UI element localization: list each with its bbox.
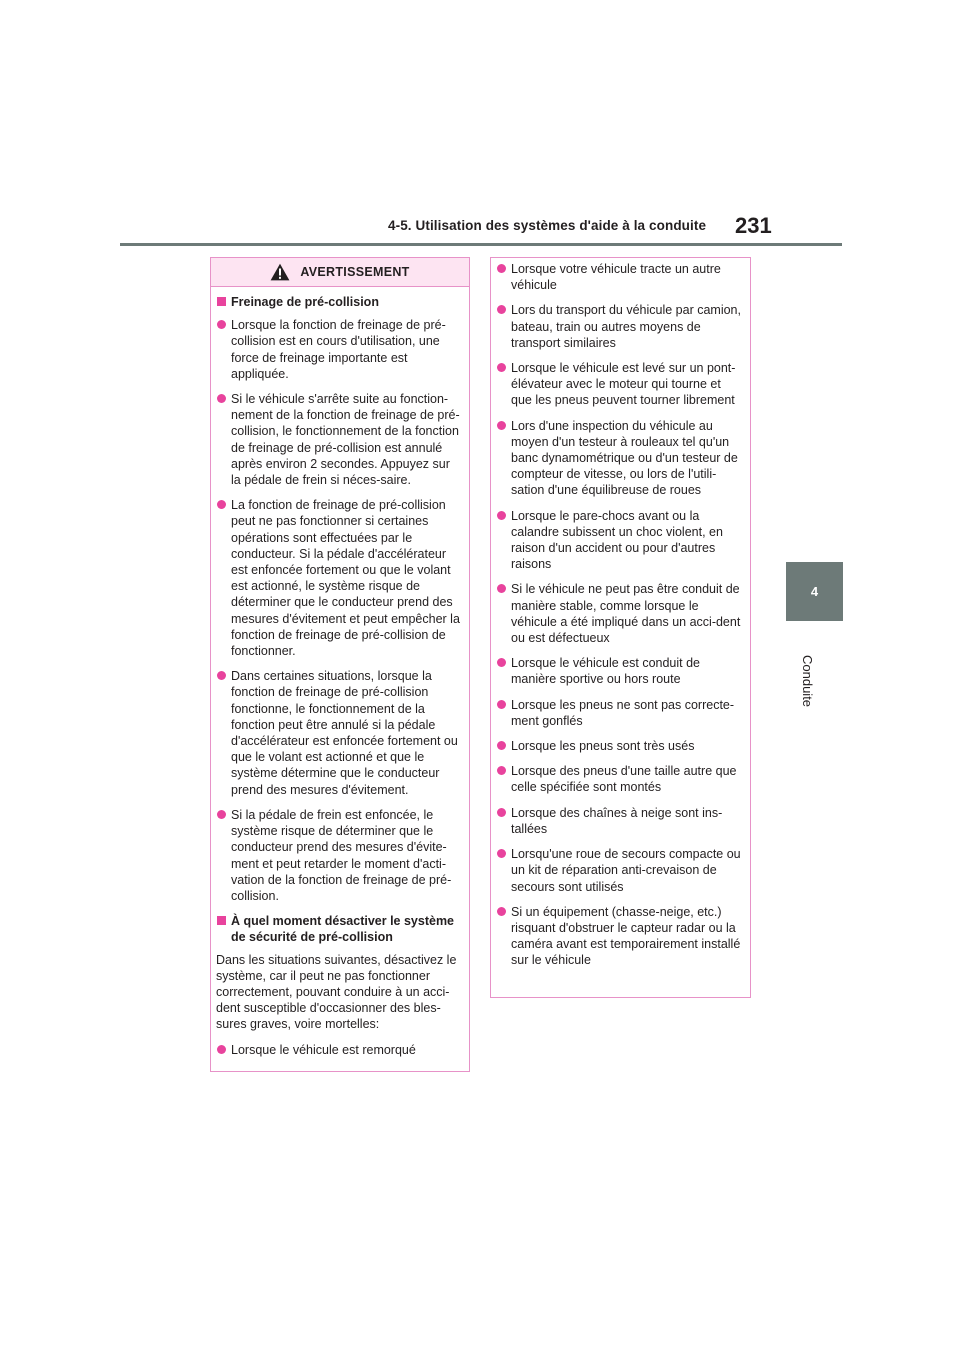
warning-body [211, 287, 469, 1058]
list-item-text: Lorsque votre véhicule tracte un autre véhicule [511, 262, 721, 293]
list-item [216, 668, 463, 798]
list-item [496, 261, 744, 293]
bullet-dot-icon [217, 810, 226, 819]
list-item-text: Lorsque le véhicule est levé sur un pont-élévateur avec le moteur qui tourne et que les pneus peuvent tourner librement [511, 361, 736, 408]
list-item-text: Si la pédale de frein est enfoncée, le système risque de déterminer que le conducteur prend des mesures d'évite-ment et peut retarder le moment d'acti-vation de la fonction de freinage de pré-collision. [231, 807, 452, 903]
bullet-dot-icon [497, 849, 506, 858]
list-item-text: Lorsque des chaînes à neige sont ins-tallées [511, 805, 723, 836]
bullet-dot-icon [497, 808, 506, 817]
list-item [216, 1042, 463, 1058]
square-bullet-icon [217, 297, 226, 306]
warning-triangle-icon [270, 263, 290, 281]
section-title: 4-5. Utilisation des systèmes d'aide à la conduite [388, 218, 707, 233]
bullet-dot-icon [497, 264, 506, 273]
warning-box-right [490, 257, 751, 998]
list-item [496, 846, 744, 895]
page-number: 231 [735, 213, 772, 238]
chapter-label: Conduite [800, 655, 815, 708]
bullet-dot-icon [497, 658, 506, 667]
bullet-dot-icon [497, 907, 506, 916]
section-heading [216, 913, 463, 945]
bullet-dot-icon [497, 511, 506, 520]
list-item [496, 697, 744, 729]
warning-header [211, 258, 469, 287]
warning-title: AVERTISSEMENT [300, 265, 410, 279]
list-item-text: Lorsque les pneus ne sont pas correcte-ment gonflés [511, 697, 735, 728]
heading-text: Freinage de pré-collision [231, 295, 379, 309]
bullet-dot-icon [497, 700, 506, 709]
list-item-text: La fonction de freinage de pré-collision peut ne pas fonctionner si certaines opérations sont effectuées par le conducteur. Si la pédale d'accélérateur est enfoncée fortement ou que le volant est actionné, le système risque de déterminer que le conducteur prend des mesures d'évitement et peut empêcher la fonction de freinage de pré-collision de fonctionner. [231, 498, 460, 659]
square-bullet-icon [217, 916, 226, 925]
bullet-dot-icon [497, 363, 506, 372]
bullet-dot-icon [217, 671, 226, 680]
list-item-text: Lorsqu'une roue de secours compacte ou un kit de réparation anti-crevaison de secours sont utilisés [511, 847, 741, 894]
bullet-dot-icon [497, 421, 506, 430]
warning-body [491, 258, 750, 969]
list-item [496, 302, 744, 351]
chapter-tab [786, 562, 843, 621]
bullet-dot-icon [497, 305, 506, 314]
list-item [496, 805, 744, 837]
list-item-text: Lorsque les pneus sont très usés [511, 739, 695, 754]
list-item-text: Si le véhicule s'arrête suite au fonction-nement de la fonction de freinage de pré-collision, le fonctionnement de la fonction de freinage de pré-collision est annulé après environ 2 secondes. Appuyez sur la pédale de frein si néces-saire. [231, 392, 460, 488]
list-item-text: Lorsque des pneus d'une taille autre que celle spécifiée sont montés [511, 764, 737, 795]
list-item-text: Lorsque le véhicule est remorqué [231, 1042, 416, 1057]
list-item [496, 738, 744, 754]
bullet-dot-icon [497, 741, 506, 750]
list-item [496, 763, 744, 795]
warning-box-left [210, 257, 470, 1072]
paragraph: Dans les situations suivantes, désactivez le système, car il peut ne pas fonctionner correctement, pouvant conduire à un acci-dent susceptible d'occasionner des bles-sures graves, voire mortelles: [216, 952, 457, 1032]
chapter-number: 4 [810, 584, 819, 599]
list-item [216, 497, 463, 659]
list-item [496, 360, 744, 409]
list-item-text: Lorsque la fonction de freinage de pré-collision est en cours d'utilisation, une force de freinage importante est appliquée. [231, 318, 446, 381]
list-item [496, 655, 744, 687]
bullet-dot-icon [217, 320, 226, 329]
bullet-dot-icon [217, 500, 226, 509]
list-item-text: Dans certaines situations, lorsque la fonction de freinage de pré-collision fonctionne, le fonctionnement de la fonction peut être annulé si la pédale d'accélérateur est enfoncée fortement ou que le volant est actionné et que le système détermine que le conducteur prend des mesures d'évitement. [231, 669, 458, 797]
bullet-dot-icon [497, 584, 506, 593]
list-item [216, 317, 463, 382]
list-item [216, 807, 463, 904]
section-heading [216, 294, 463, 310]
list-item-text: Si un équipement (chasse-neige, etc.) risquant d'obstruer le capteur radar ou la caméra avant est temporairement installé sur le véhicule [511, 904, 741, 968]
list-item-text: Lors du transport du véhicule par camion, bateau, train ou autres moyens de transport similaires [511, 303, 741, 350]
list-item [496, 581, 744, 646]
bullet-dot-icon [217, 394, 226, 403]
list-item [216, 391, 463, 488]
bullet-dot-icon [497, 766, 506, 775]
bullet-dot-icon [217, 1045, 226, 1054]
list-item [496, 418, 744, 499]
list-item-text: Si le véhicule ne peut pas être conduit de manière stable, comme lorsque le véhicule a été impliqué dans un acci-dent ou est défectueux [511, 582, 741, 646]
list-item-text: Lorsque le véhicule est conduit de manière sportive ou hors route [511, 656, 701, 687]
list-item [496, 508, 744, 573]
list-item-text: Lorsque le pare-chocs avant ou la calandre subissent un choc violent, en raison d'un accident ou pour d'autres raisons [511, 508, 723, 572]
header-divider [120, 243, 842, 246]
list-item [496, 904, 744, 969]
heading-text: À quel moment désactiver le système de sécurité de pré-collision [231, 914, 455, 945]
list-item-text: Lors d'une inspection du véhicule au moyen d'un testeur à rouleaux tel qu'un banc dynamométrique ou d'un testeur de compteur de vitesse, ou lors de l'utili-sation d'une équilibreuse de roues [511, 418, 738, 498]
